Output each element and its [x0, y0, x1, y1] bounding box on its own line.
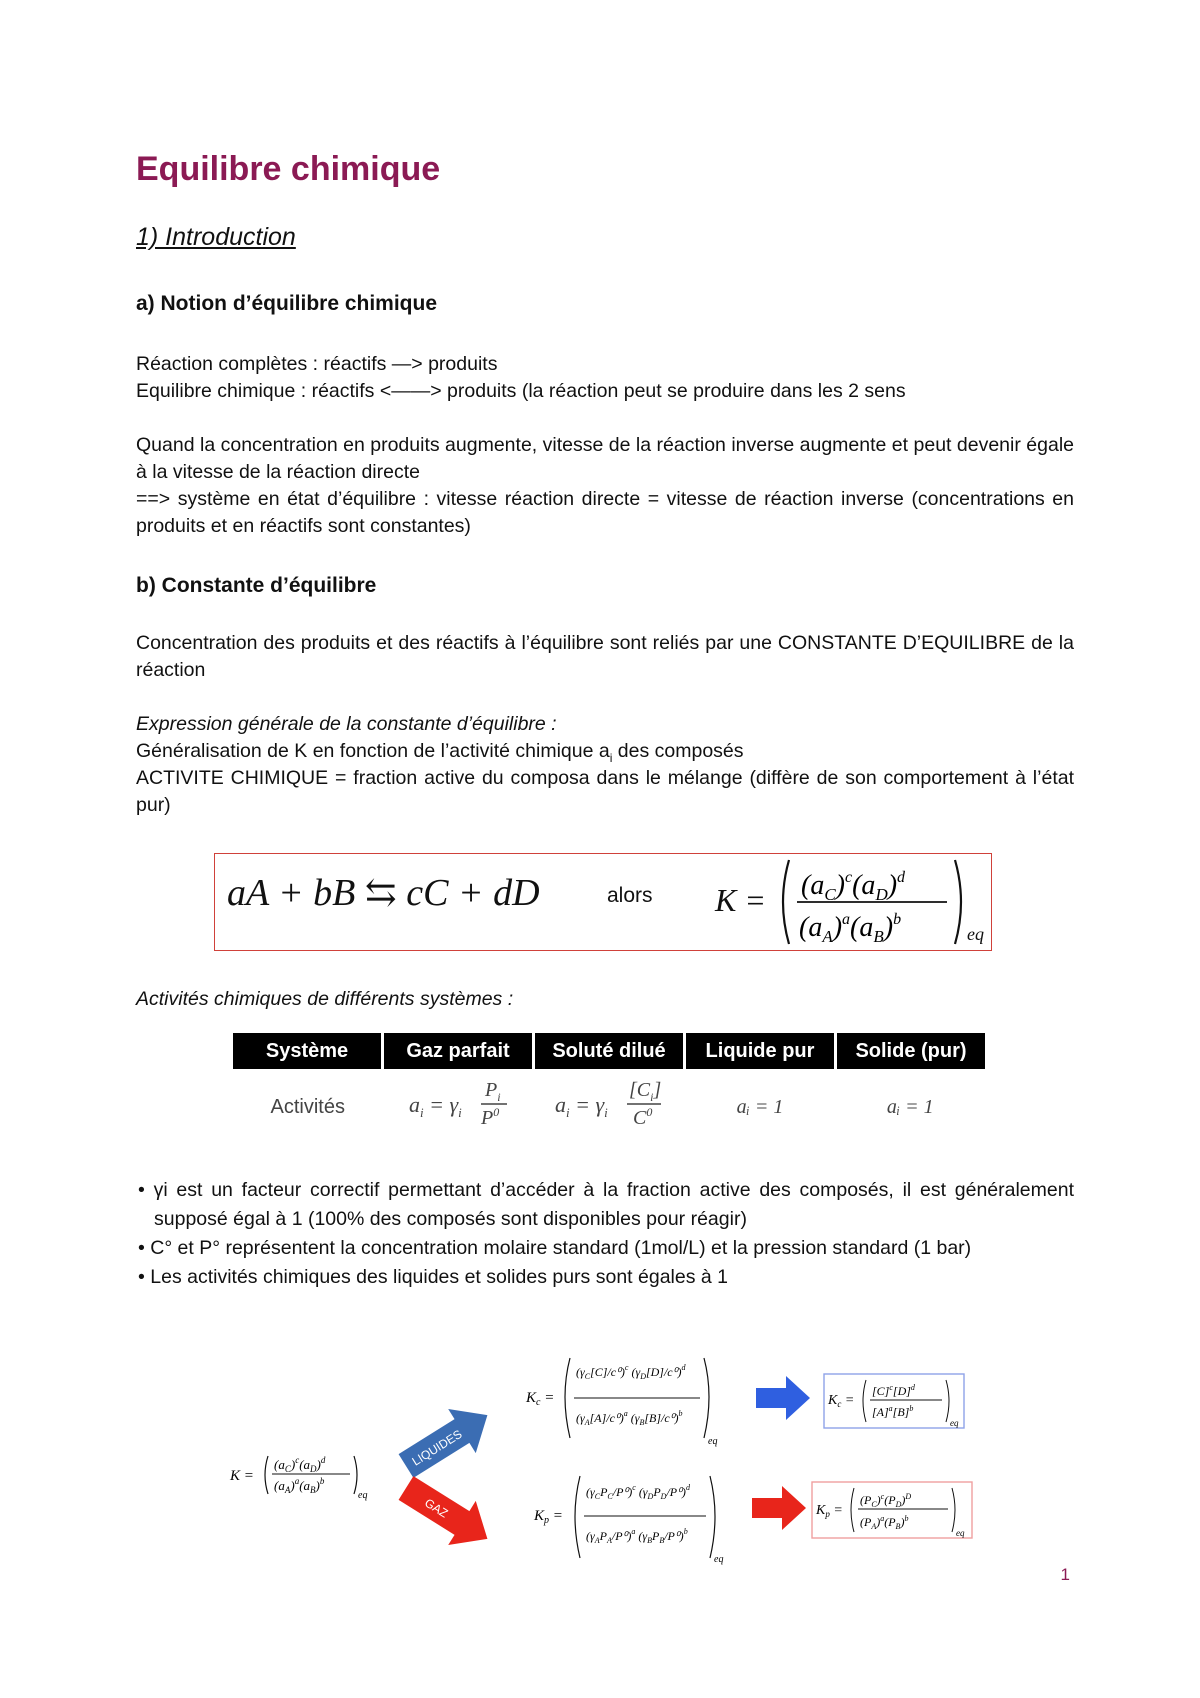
svg-text:Pi: $P_i$	[485, 1079, 501, 1104]
list-item: • γi est un facteur correctif permettant d’accéder à la fraction active des composés, il est généralement supposé égal à 1 (100% des composés sont disponibles pour réagir)	[138, 1179, 1075, 1230]
expression-label: Expression générale de la constante d’équilibre :	[136, 713, 557, 735]
section-heading-introduction: 1) Introduction	[136, 223, 296, 251]
row-label-activites: Activités	[270, 1095, 345, 1118]
paragraph-concentration: Concentration des produits et des réactifs à l’équilibre sont reliés par une CONSTANTE D’EQUILIBRE de la réaction	[136, 632, 1074, 681]
list-item: • Les activités chimiques des liquides et solides purs sont égales à 1	[138, 1266, 728, 1288]
svg-text:(aA)a(aB)b: $(a_A)^a(a_B)^b$	[799, 911, 902, 946]
header-systeme: Système	[233, 1033, 383, 1069]
gaz-label: GAZ	[422, 1495, 451, 1521]
activite-definition: ACTIVITE CHIMIQUE = fraction active du composa dans le mélange (diffère de son comportement à l’état pur)	[136, 767, 1074, 816]
reaction-equation: aA + bB ⇆ cC + dD	[227, 872, 540, 914]
svg-text:Kp =: $K_p$ =	[816, 1503, 843, 1519]
generalisation-sub: i	[609, 750, 613, 765]
svg-text:(γA[A]/c⁰)a (γB[B]/c⁰)b: $(\gamma_A[A]/c^0)^a$ $(\gamma_B[B]/c^0)^b$	[576, 1409, 683, 1427]
k-general-formula	[229, 1455, 367, 1501]
svg-text:Kc =: $K_c$ =	[828, 1393, 855, 1409]
k-derivation-diagram	[220, 1348, 980, 1568]
svg-text:eq: eq	[956, 1528, 965, 1538]
table-row	[233, 1069, 985, 1145]
svg-text:eq: eq	[950, 1418, 959, 1428]
subheading-constante: b) Constante d’équilibre	[136, 574, 377, 597]
svg-text:Kp =: $K_p$ =	[534, 1508, 563, 1526]
paragraph-systeme: ==> système en état d’équilibre : vitesse réaction directe = vitesse de réaction inverse (concentrations en produits et en réactifs sont constantes)	[136, 488, 1074, 537]
gaz-arrow	[392, 1466, 501, 1561]
svg-text:[C]c[D]d: $[C]^c[D]^d$	[872, 1383, 915, 1398]
svg-text:[Ci]: $[C_i]$	[629, 1079, 662, 1104]
cell-gaz-parfait	[383, 1069, 534, 1145]
kc-expanded-formula	[525, 1358, 717, 1447]
paragraph-reactions	[136, 351, 1076, 405]
k-fraction	[775, 856, 987, 948]
kp-expanded-formula	[533, 1476, 723, 1565]
svg-text:(γCPC/P⁰)c (γDPD/P⁰)d: $(\gamma_CP_C/P^0)^c$ $(\gamma_DP_D/P^0)^d$	[586, 1483, 690, 1501]
bullet-list	[138, 1176, 1074, 1292]
header-solute-dilue: Soluté dilué	[534, 1033, 685, 1069]
svg-text:(γC[C]/c⁰)c (γD[D]/c⁰)d: $(\gamma_C[C]/c^0)^c$ $(\gamma_D[D]/c^0)^d$	[576, 1363, 686, 1381]
generalisation-post: des composés	[612, 740, 744, 762]
svg-text:[A]a[B]b: $[A]^a[B]^b$	[872, 1404, 914, 1419]
svg-text:eq: eq	[358, 1490, 368, 1501]
svg-text:C0: $C^0$	[633, 1105, 653, 1129]
bullet-purs: Les activités chimiques des liquides et solides purs sont égales à 1	[150, 1266, 728, 1288]
svg-text:(aC)c(aD)d: $(a_C)^c(a_D)^d$	[801, 869, 906, 904]
svg-text:(aA)a(aB)b: $(a_A)^a(a_B)^b$	[274, 1476, 325, 1495]
alors-label: alors	[607, 884, 653, 907]
list-item: • C° et P° représentent la concentration molaire standard (1mol/L) et la pression standard (1 bar)	[138, 1237, 972, 1259]
subheading-notion: a) Notion d’équilibre chimique	[136, 292, 438, 315]
svg-text:(aC)c(aD)d: $(a_C)^c(a_D)^d$	[274, 1455, 326, 1474]
formula-gaz	[403, 1074, 513, 1134]
bullet-standard: C° et P° représentent la concentration molaire standard (1mol/L) et la pression standard (1 bar)	[150, 1237, 972, 1259]
red-right-arrow	[752, 1486, 806, 1530]
line-reaction-completes: Réaction complètes : réactifs —> produits	[136, 353, 498, 375]
formula-solute	[549, 1074, 669, 1134]
cell-solide-pur: aᵢ = 1	[886, 1095, 934, 1118]
blue-right-arrow	[756, 1376, 810, 1420]
generalisation-pre: Généralisation de K en fonction de l’activité chimique a	[136, 740, 610, 762]
svg-text:(PA)a(PB)b: $(P_A)^a(P_B)^b$	[860, 1514, 909, 1531]
header-gaz-parfait: Gaz parfait	[383, 1033, 534, 1069]
liquides-arrow	[392, 1393, 501, 1488]
svg-text:K =: K =	[230, 1468, 254, 1484]
k-equals: K =	[715, 882, 766, 918]
page-title: Equilibre chimique	[136, 150, 441, 188]
paragraph-quand: Quand la concentration en produits augmente, vitesse de la réaction inverse augmente et peut devenir égale à la vitesse de la réaction directe	[136, 434, 1074, 483]
activities-table	[233, 1033, 985, 1145]
header-liquide-pur: Liquide pur	[685, 1033, 836, 1069]
line-equilibre-chimique: Equilibre chimique : réactifs <——> produits (la réaction peut se produire dans les 2 sens	[136, 380, 906, 402]
cell-solute-dilue	[534, 1069, 685, 1145]
equation-box	[214, 853, 992, 951]
svg-text:eq: eq	[708, 1436, 718, 1447]
liquides-label: LIQUIDES	[409, 1426, 465, 1469]
table-header-row	[233, 1033, 985, 1069]
activites-label: Activités chimiques de différents systèmes :	[136, 988, 514, 1010]
svg-text:(PC)c(PD)D: $(P_C)^c(P_D)^D$	[860, 1492, 912, 1509]
svg-text:Kc =: $K_c$ =	[526, 1390, 555, 1408]
kc-simplified-formula	[824, 1374, 964, 1428]
svg-text:(γAPA/P⁰)a (γBPB/P⁰)b: $(\gamma_AP_A/P^0)^a$ $(\gamma_BP_B/P^0)^b$	[586, 1527, 688, 1545]
bullet-gamma: γi est un facteur correctif permettant d’accéder à la fraction active des composés, il est généralement supposé égal à 1 (100% des composés sont disponibles pour réagir)	[153, 1179, 1075, 1230]
header-solide-pur: Solide (pur)	[836, 1033, 986, 1069]
svg-text:ai = γi: $a_i = \gamma_i$	[555, 1092, 608, 1120]
svg-text:P0: $P^0$	[481, 1105, 500, 1129]
eq-subscript: eq	[967, 924, 984, 944]
svg-text:ai = γi: $a_i = \gamma_i$	[409, 1092, 462, 1120]
cell-liquide-pur: aᵢ = 1	[736, 1095, 784, 1118]
page-number: 1	[1060, 1565, 1070, 1584]
svg-text:eq: eq	[714, 1554, 724, 1565]
kp-simplified-formula	[812, 1482, 972, 1538]
